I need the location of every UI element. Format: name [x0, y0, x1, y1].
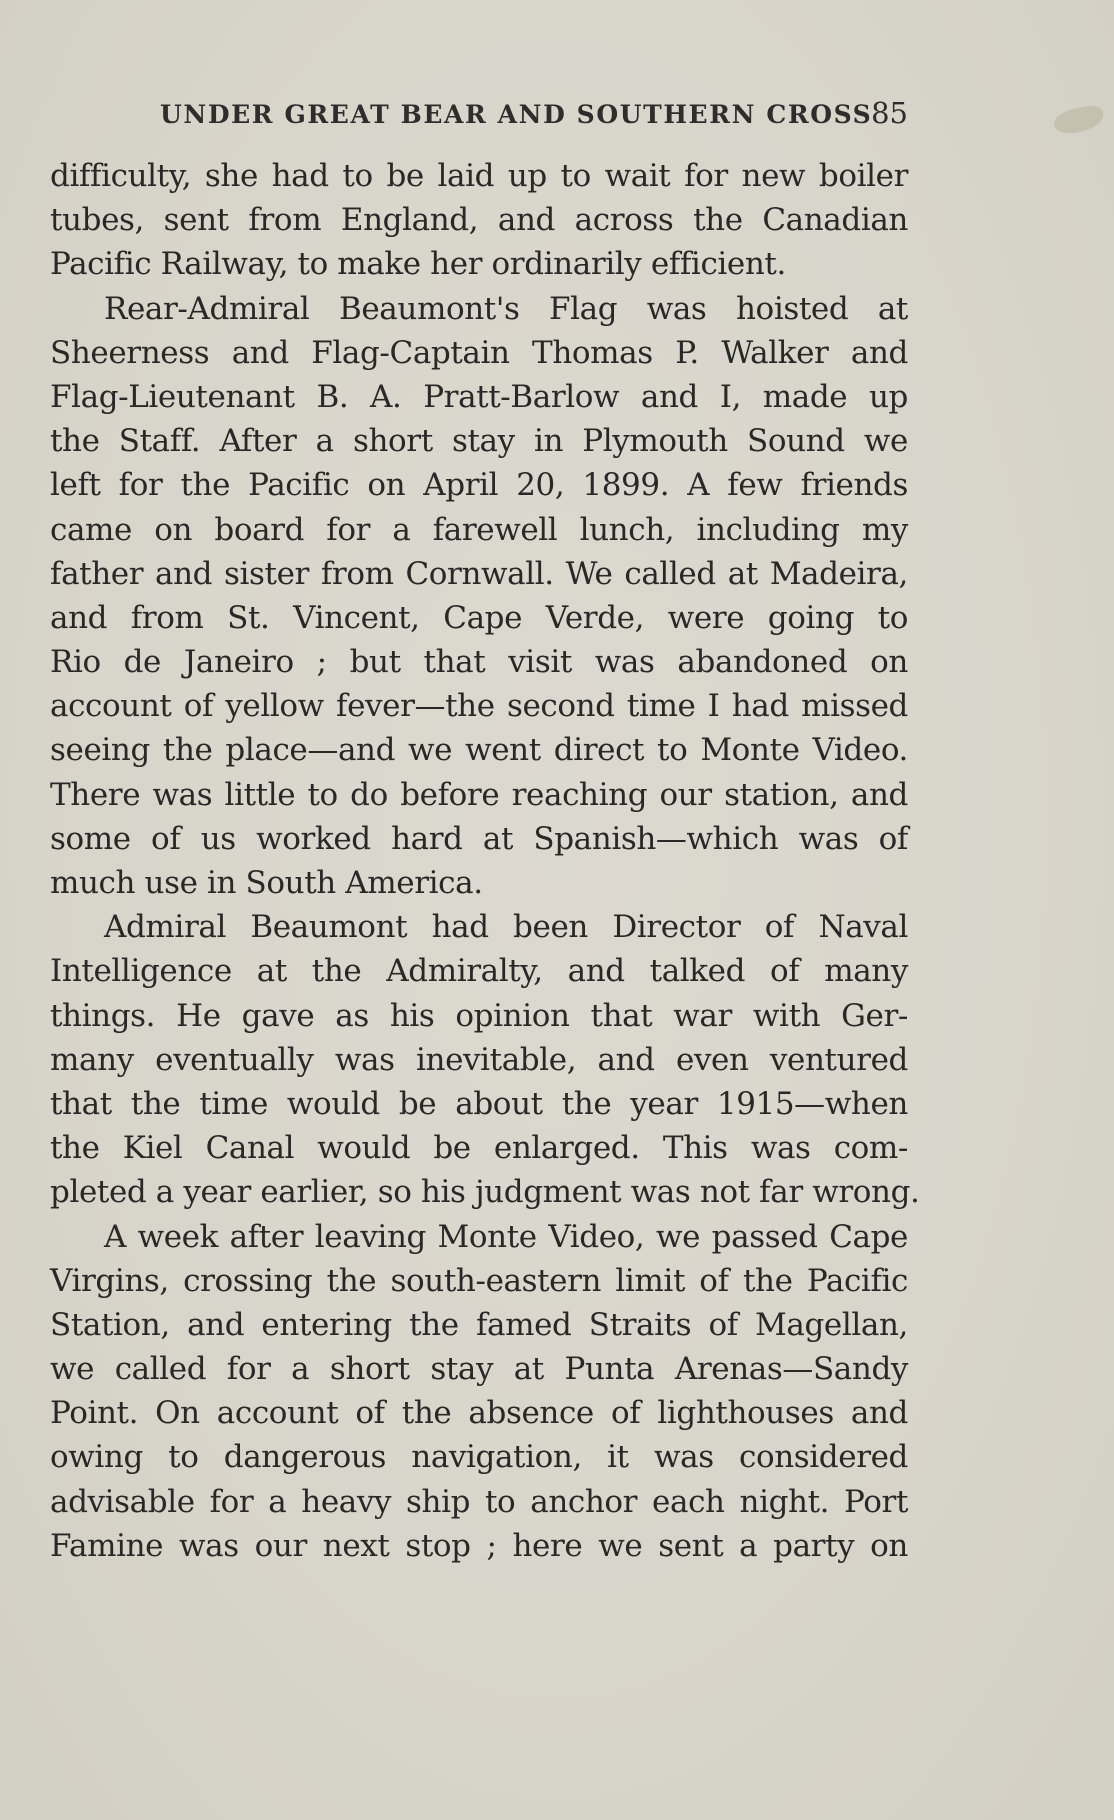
text-line: father and sister from Cornwall. We called at Madeira, — [50, 555, 908, 592]
text-line: many eventually was inevitable, and even ventured — [50, 1041, 908, 1078]
text-line: the Staff. After a short stay in Plymouth Sound we — [50, 423, 908, 460]
text-line: Famine was our next stop ; here we sent a party on — [50, 1527, 908, 1564]
text-line: difficulty, she had to be laid up to wait for new boiler — [50, 158, 908, 194]
paper-stain — [1052, 103, 1106, 137]
text-line: Flag-Lieutenant B. A. Pratt-Barlow and I, made up — [50, 378, 908, 415]
text-line: A week after leaving Monte Video, we passed Cape — [104, 1218, 908, 1255]
text-line: some of us worked hard at Spanish—which was of — [50, 820, 908, 857]
text-line: pleted a year earlier, so his judgment was not far wrong. — [50, 1174, 920, 1211]
text-line: tubes, sent from England, and across the Canadian — [50, 202, 908, 239]
text-line: the Kiel Canal would be enlarged. This was com- — [50, 1130, 908, 1167]
text-line: and from St. Vincent, Cape Verde, were going to — [50, 599, 908, 636]
page-header — [160, 96, 910, 136]
running-head: UNDER GREAT BEAR AND SOUTHERN CROSS — [160, 100, 873, 129]
text-line: Intelligence at the Admiralty, and talked of many — [50, 953, 908, 990]
text-line: Rear-Admiral Beaumont's Flag was hoisted at — [104, 290, 908, 327]
text-line: Point. On account of the absence of lighthouses and — [50, 1395, 908, 1432]
text-line: that the time would be about the year 1915—when — [50, 1085, 908, 1122]
text-line: we called for a short stay at Punta Arenas—Sandy — [50, 1351, 908, 1388]
text-line: much use in South America. — [50, 865, 483, 901]
text-line: things. He gave as his opinion that war with Ger- — [50, 997, 908, 1034]
body-text — [50, 154, 920, 1568]
text-line: Pacific Railway, to make her ordinarily efficient. — [50, 246, 786, 283]
text-line: Virgins, crossing the south-eastern limit of the Pacific — [50, 1262, 908, 1299]
text-line: seeing the place—and we went direct to Monte Video. — [50, 732, 908, 769]
page-number: 85 — [871, 96, 908, 130]
text-line: left for the Pacific on April 20, 1899. A few friends — [50, 467, 908, 504]
text-line: came on board for a farewell lunch, including my — [50, 511, 908, 548]
text-line: There was little to do before reaching our station, and — [50, 776, 908, 813]
text-line: Rio de Janeiro ; but that visit was abandoned on — [50, 644, 908, 681]
text-line: Admiral Beaumont had been Director of Naval — [104, 909, 908, 946]
text-line: account of yellow fever—the second time I had missed — [50, 688, 908, 725]
text-line: Station, and entering the famed Straits of Magellan, — [50, 1306, 908, 1343]
text-line: advisable for a heavy ship to anchor each night. Port — [50, 1483, 908, 1520]
text-line: Sheerness and Flag-Captain Thomas P. Walker and — [50, 334, 908, 371]
text-line: owing to dangerous navigation, it was considered — [50, 1439, 908, 1476]
